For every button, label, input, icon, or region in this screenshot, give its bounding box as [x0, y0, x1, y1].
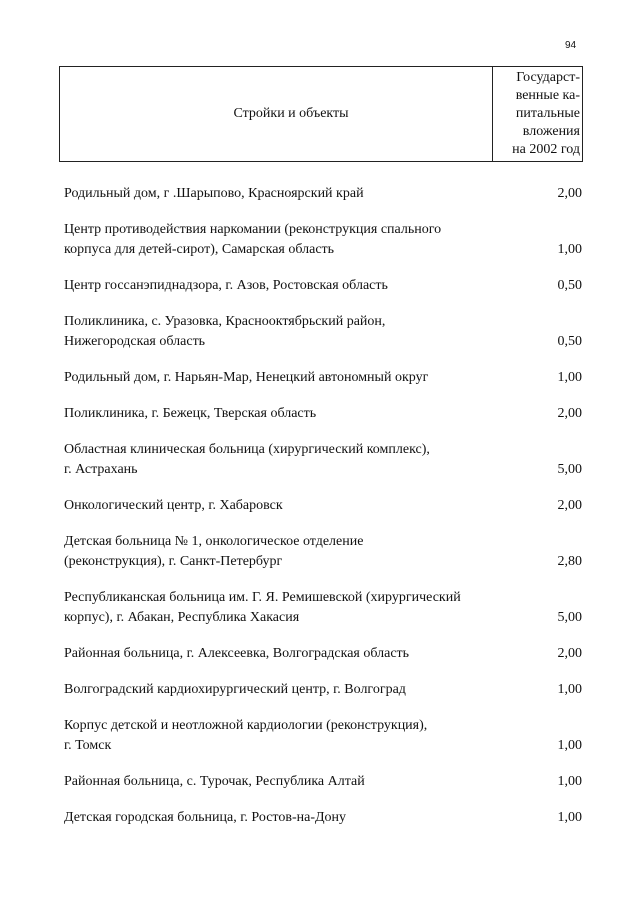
object-name-line: Поликлиника, с. Уразовка, Краснооктябрьский район, [64, 314, 386, 329]
object-name [64, 532, 504, 572]
object-name [64, 184, 504, 204]
object-name-line: Нижегородская область [64, 334, 206, 349]
object-name-line: корпус), г. Абакан, Республика Хакасия [64, 610, 300, 625]
object-name [64, 220, 504, 260]
object-name [64, 588, 504, 628]
objects-list [64, 184, 582, 844]
object-name-line: Родильный дом, г .Шарыпово, Красноярский край [64, 186, 364, 201]
investment-value: 2,00 [557, 498, 582, 513]
list-item [64, 276, 582, 296]
object-name [64, 772, 504, 792]
object-name [64, 716, 504, 756]
investment-value: 5,00 [557, 610, 582, 625]
investment-value: 0,50 [557, 334, 582, 349]
list-item [64, 312, 582, 352]
list-item [64, 496, 582, 516]
objects-column-title: Стройки и объекты [233, 106, 349, 121]
object-name-line: г. Астрахань [64, 462, 138, 477]
investment-value: 1,00 [557, 682, 582, 697]
investment-value: 2,00 [557, 406, 582, 421]
list-item [64, 184, 582, 204]
investment-value: 1,00 [557, 810, 582, 825]
investment-header-line: питальные [515, 106, 580, 121]
object-name-line: Центр госсанэпиднадзора, г. Азов, Ростовская область [64, 278, 388, 293]
investment-value: 2,00 [557, 646, 582, 661]
investment-column-header [493, 67, 582, 161]
object-name [64, 440, 504, 480]
list-item [64, 588, 582, 628]
object-name-line: Поликлиника, г. Бежецк, Тверская область [64, 406, 317, 421]
list-item [64, 644, 582, 664]
page-number: 94 [565, 40, 577, 51]
object-name-line: Районная больница, г. Алексеевка, Волгоградская область [64, 646, 410, 661]
object-name-line: Областная клиническая больница (хирургический комплекс), [64, 442, 430, 457]
object-name-line: Центр противодействия наркомании (реконструкция спального [64, 222, 442, 237]
header-table [59, 66, 583, 162]
investment-value: 2,80 [557, 554, 582, 569]
investment-value: 1,00 [557, 774, 582, 789]
object-name [64, 312, 504, 352]
list-item [64, 772, 582, 792]
investment-header-line: венные ка- [515, 88, 580, 103]
object-name [64, 368, 504, 388]
object-name-line: Детская городская больница, г. Ростов-на-Дону [64, 810, 347, 825]
object-name-line: Детская больница № 1, онкологическое отделение [64, 534, 364, 549]
investment-value: 1,00 [557, 242, 582, 257]
investment-value: 2,00 [557, 186, 582, 201]
investment-value: 0,50 [557, 278, 582, 293]
list-item [64, 680, 582, 700]
object-name-line: Районная больница, с. Турочак, Республика Алтай [64, 774, 365, 789]
investment-header-line: на 2002 год [512, 142, 580, 157]
list-item [64, 368, 582, 388]
investment-value: 1,00 [557, 738, 582, 753]
object-name [64, 680, 504, 700]
object-name [64, 496, 504, 516]
object-name-line: Корпус детской и неотложной кардиологии (реконструкция), [64, 718, 428, 733]
list-item [64, 716, 582, 756]
investment-value: 1,00 [557, 370, 582, 385]
list-item [64, 404, 582, 424]
object-name-line: г. Томск [64, 738, 112, 753]
investment-header-line: Государст- [516, 70, 580, 85]
object-name-line: Онкологический центр, г. Хабаровск [64, 498, 283, 513]
object-name-line: Волгоградский кардиохирургический центр, г. Волгоград [64, 682, 406, 697]
investment-header-line: вложения [522, 124, 580, 139]
object-name-line: корпуса для детей-сирот), Самарская область [64, 242, 335, 257]
object-name-line: Республиканская больница им. Г. Я. Ремишевской (хирургический [64, 590, 461, 605]
object-name [64, 808, 504, 828]
object-name [64, 404, 504, 424]
list-item [64, 532, 582, 572]
list-item [64, 220, 582, 260]
list-item [64, 440, 582, 480]
list-item [64, 808, 582, 828]
object-name-line: Родильный дом, г. Нарьян-Мар, Ненецкий автономный округ [64, 370, 429, 385]
object-name-line: (реконструкция), г. Санкт-Петербург [64, 554, 283, 569]
investment-value: 5,00 [557, 462, 582, 477]
object-name [64, 644, 504, 664]
object-name [64, 276, 504, 296]
objects-column-header [60, 67, 493, 161]
